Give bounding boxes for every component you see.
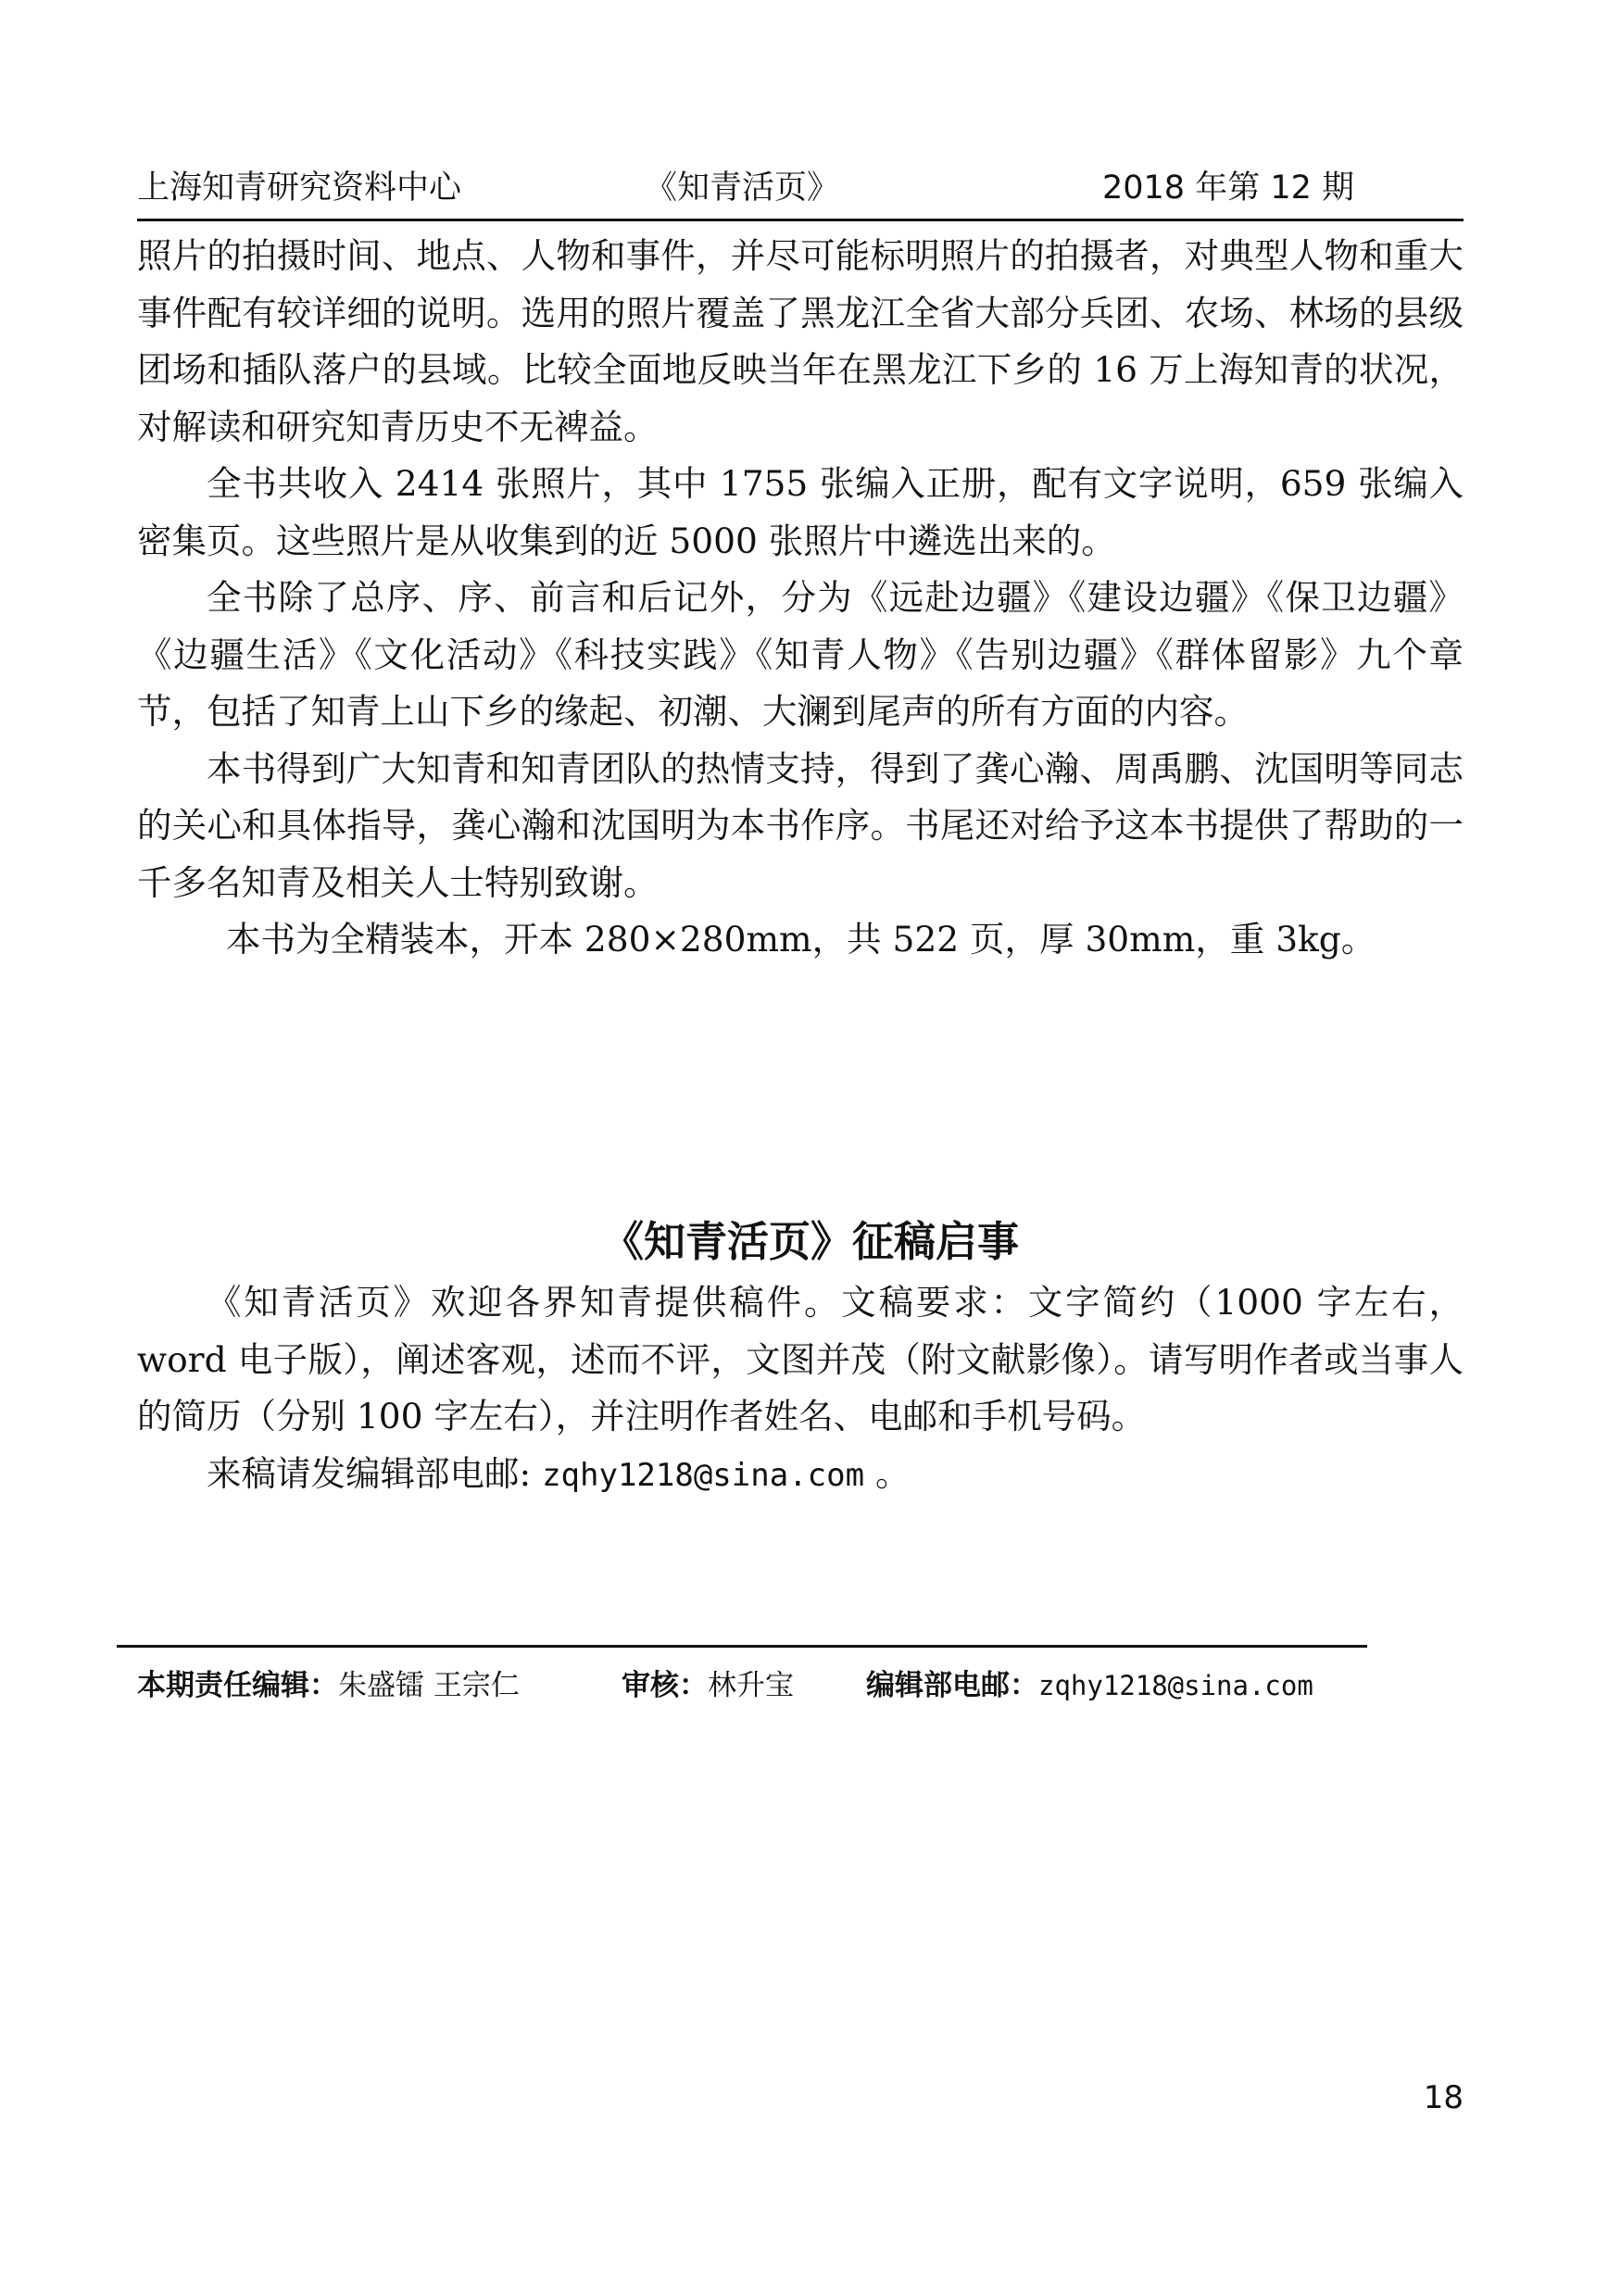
header-publication: 《知青活页》 [645, 169, 840, 207]
article-body [137, 228, 1464, 969]
reviewer-name: 林升宝 [708, 1669, 794, 1702]
article-paragraph-continued: 照片的拍摄时间、地点、人物和事件，并尽可能标明照片的拍摄者，对典型人物和重大事件配有较详细的说明。选用的照片覆盖了黑龙江全省大部分兵团、农场、林场的县级团场和插队落户的县域。比较全面地反映当年在黑龙江下乡的 16 万上海知青的状况，对解读和研究知青历史不无裨益。 [137, 235, 1464, 447]
email-address: zqhy1218@sina.com [1038, 1670, 1313, 1701]
reviewer-label: 审核 [622, 1669, 679, 1702]
editor-names: 朱盛镭 王宗仁 [338, 1669, 520, 1702]
article-paragraph-chapters: 全书除了总序、序、前言和后记外，分为《远赴边疆》《建设边疆》《保卫边疆》《边疆生活》《文化活动》《科技实践》《知青人物》《告别边疆》《群体留影》九个章节，包括了知青上山下乡的缘起、初潮、大澜到尾声的所有方面的内容。 [137, 577, 1464, 732]
notice-contact [137, 1446, 1464, 1505]
credits-line [137, 1663, 1464, 1708]
page-number: 18 [1423, 2079, 1464, 2116]
credits-reviewer [622, 1663, 794, 1708]
page-header [137, 162, 1464, 214]
email-label: 编辑部电邮 [866, 1669, 1010, 1702]
credits-email [866, 1663, 1313, 1708]
notice-paragraph: 《知青活页》欢迎各界知青提供稿件。文稿要求：文字简约（1000 字左右，word 电子版），阐述客观，述而不评，文图并茂（附文献影像）。请写明作者或当事人的简历（分别 100 字左右），并注明作者姓名、电邮和手机号码。 [137, 1282, 1464, 1437]
credits-editors [137, 1663, 520, 1708]
notice-title: 《知青活页》征稿启事 [602, 1217, 1020, 1266]
editor-label: 本期责任编辑 [137, 1669, 309, 1702]
credits-divider [117, 1645, 1367, 1648]
header-organization: 上海知青研究资料中心 [137, 169, 462, 207]
notice-contact-prefix: 来稿请发编辑部电邮: [207, 1452, 543, 1494]
notice-contact-suffix: 。 [864, 1452, 911, 1494]
notice-body [137, 1274, 1464, 1504]
header-issue: 2018 年第 12 期 [1102, 169, 1354, 207]
notice-contact-email: zqhy1218@sina.com [542, 1456, 865, 1494]
article-paragraph-photo-count: 全书共收入 2414 张照片，其中 1755 张编入正册，配有文字说明，659 张编入密集页。这些照片是从收集到的近 5000 张照片中遴选出来的。 [137, 463, 1464, 561]
email-separator: ： [1010, 1669, 1038, 1702]
article-paragraph-acknowledgements: 本书得到广大知青和知青团队的热情支持，得到了龚心瀚、周禹鹏、沈国明等同志的关心和具体指导，龚心瀚和沈国明为本书作序。书尾还对给予这本书提供了帮助的一千多名知青及相关人士特别致谢。 [137, 747, 1464, 903]
editor-separator: ： [309, 1669, 338, 1702]
header-divider [137, 219, 1464, 221]
article-paragraph-specs: 本书为全精装本，开本 280×280mm，共 522 页，厚 30mm，重 3kg。 [226, 919, 1376, 960]
reviewer-separator: ： [679, 1669, 708, 1702]
